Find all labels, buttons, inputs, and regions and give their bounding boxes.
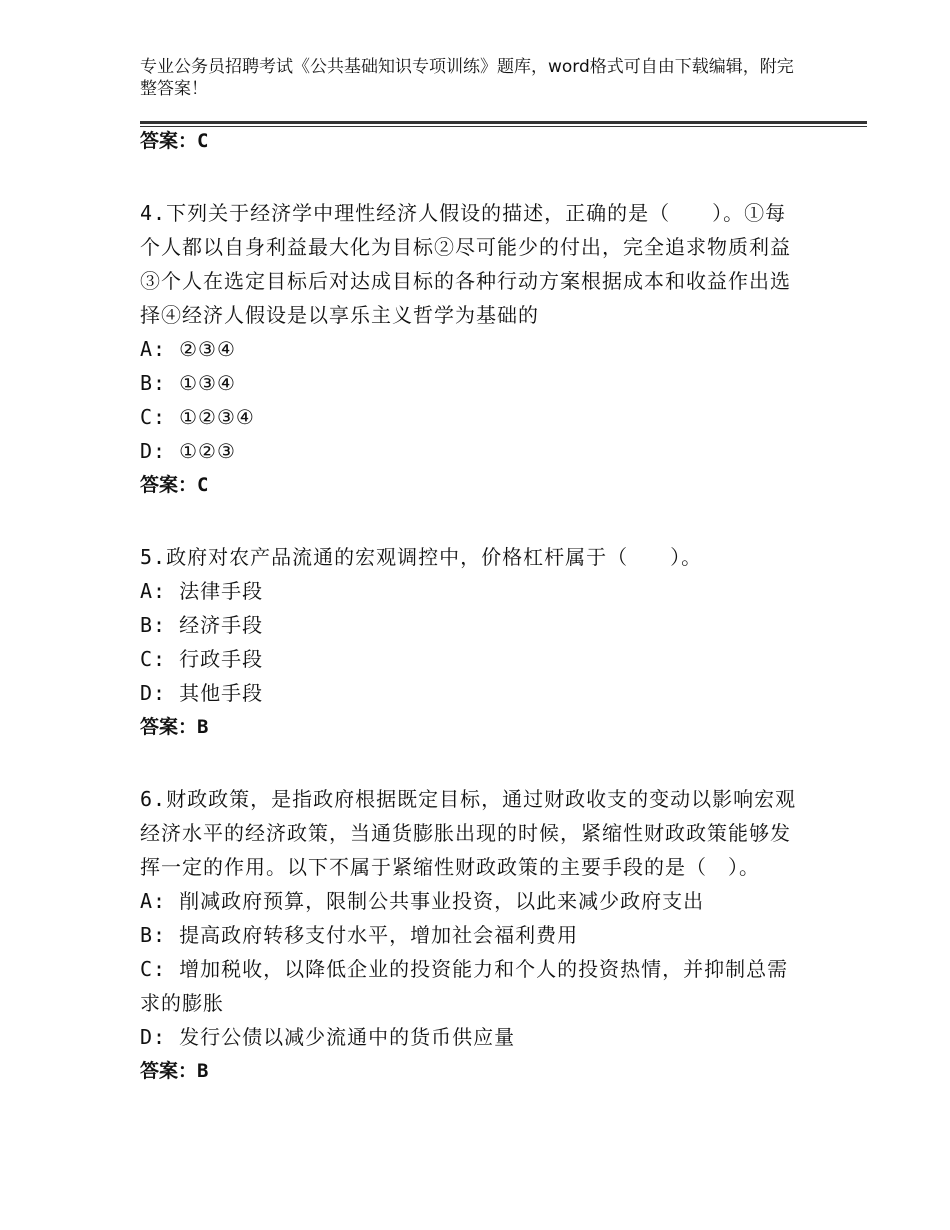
question-block — [140, 196, 805, 502]
option-b: B: 提高政府转移支付水平，增加社会福利费用 — [140, 923, 579, 947]
option-d: D: 其他手段 — [140, 681, 264, 705]
option-a: A: 削减政府预算，限制公共事业投资，以此来减少政府支出 — [140, 889, 705, 913]
question-stem: 4.下列关于经济学中理性经济人假设的描述，正确的是（ ）。①每个人都以自身利益最大化为目标②尽可能少的付出，完全追求物质利益③个人在选定目标后对达成目标的各种行动方案根据成本和收益作出选择④经济人假设是以享乐主义哲学为基础的 — [140, 201, 791, 327]
question-stem: 5.政府对农产品流通的宏观调控中，价格杠杆属于（ ）。 — [140, 545, 703, 569]
option-c: C: 增加税收，以降低企业的投资能力和个人的投资热情，并抑制总需求的膨胀 — [140, 957, 789, 1015]
answer-label: 答案： — [140, 474, 198, 496]
previous-answer — [140, 124, 805, 158]
option-d: D: ①②③ — [140, 439, 236, 463]
option-b: B: 经济手段 — [140, 613, 264, 637]
page-header — [140, 56, 800, 100]
option-c: C: ①②③④ — [140, 405, 255, 429]
question-list — [140, 124, 805, 1088]
option-c: C: 行政手段 — [140, 647, 264, 671]
answer-label: 答案： — [140, 130, 198, 152]
question-answer — [140, 468, 805, 502]
question-answer — [140, 1054, 805, 1088]
option-a: A: 法律手段 — [140, 579, 264, 603]
option-a: A: ②③④ — [140, 337, 236, 361]
header-text: 专业公务员招聘考试《公共基础知识专项训练》题库，word格式可自由下载编辑，附完整答案！ — [140, 57, 794, 99]
question-answer — [140, 710, 805, 744]
answer-value: C — [197, 474, 209, 496]
answer-value: B — [197, 716, 209, 738]
answer-label: 答案： — [140, 1060, 198, 1082]
answer-value: B — [197, 1060, 209, 1082]
answer-value: C — [197, 130, 209, 152]
option-d: D: 发行公债以减少流通中的货币供应量 — [140, 1025, 516, 1049]
question-block — [140, 540, 805, 744]
answer-label: 答案： — [140, 716, 198, 738]
question-stem: 6.财政政策，是指政府根据既定目标，通过财政收支的变动以影响宏观经济水平的经济政策，当通货膨胀出现的时候，紧缩性财政政策能够发挥一定的作用。以下不属于紧缩性财政政策的主要手段的是（ ）。 — [140, 787, 797, 879]
question-block — [140, 782, 805, 1088]
option-b: B: ①③④ — [140, 371, 236, 395]
